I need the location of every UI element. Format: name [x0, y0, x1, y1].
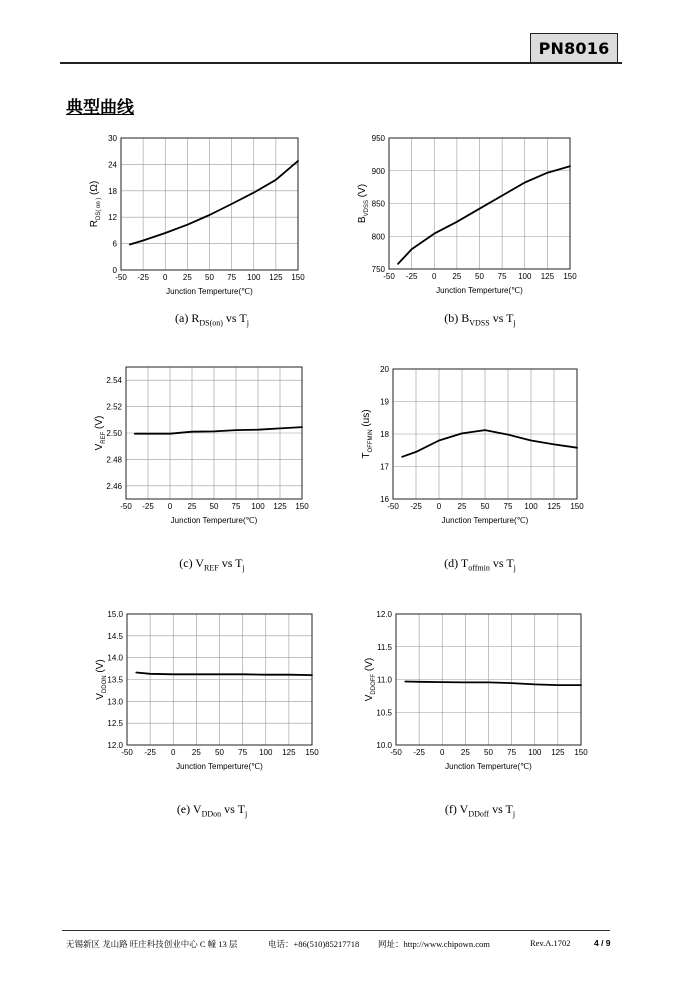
- chart-f-xtick-label: 100: [528, 748, 542, 757]
- chart-c-xlabel: Junction Temperture(℃): [170, 516, 258, 525]
- caption-b-mid: vs T: [489, 311, 514, 325]
- chart-e-xtick-label: 125: [282, 748, 296, 757]
- chart-f-ytick-label: 10.5: [376, 708, 392, 718]
- chart-f-xtick-label: 50: [484, 748, 493, 757]
- caption-f-sub2: j: [512, 809, 516, 819]
- chart-a-ytick-label: 12: [108, 213, 117, 223]
- chart-b-xtick-label: -50: [383, 272, 395, 281]
- chart-a-xtick-label: -50: [115, 273, 127, 282]
- chart-b-xtick-label: 125: [540, 272, 555, 281]
- chart-c-ytick-label: 2.54: [106, 376, 122, 386]
- footer-website: 网址：http://www.chipown.com: [378, 939, 490, 949]
- chart-b-ytick-label: 800: [371, 232, 385, 242]
- chart-c-xtick-label: 25: [187, 502, 197, 511]
- chart-f-xtick-label: -50: [390, 748, 402, 757]
- chart-c-xtick-label: 75: [231, 502, 241, 511]
- chart-b-xlabel: Junction Temperture(℃): [436, 286, 523, 295]
- chart-b-ytick-label: 750: [371, 265, 385, 274]
- chart-b-xtick-label: 25: [452, 272, 462, 281]
- chart-e-xtick-label: 100: [259, 748, 273, 757]
- chart-a-ytick-label: 0: [112, 266, 117, 275]
- chart-e-ytick-label: 12.0: [107, 741, 123, 750]
- chart-a-ytick-label: 24: [108, 160, 117, 170]
- chart-d-xlabel: Junction Temperture(℃): [441, 516, 529, 525]
- chart-e-xtick-label: 25: [191, 748, 201, 757]
- chart-c-ytick-label: 2.48: [106, 455, 122, 465]
- footer-revision: Rev.A.1702: [530, 938, 571, 948]
- chart-d-xtick-label: 150: [570, 502, 584, 511]
- chart-e-ytick-label: 14.5: [107, 631, 123, 641]
- chart-d-xtick-label: 100: [524, 502, 538, 511]
- chart-a-ytick-label: 18: [108, 186, 117, 196]
- caption-d: [370, 556, 590, 572]
- chart-c-ylabel: $V_{REF}$ (V): [94, 415, 107, 451]
- part-number: PN8016: [538, 38, 610, 58]
- chart-a-xtick-label: 0: [163, 273, 168, 282]
- chart-c-ytick-label: 2.46: [106, 481, 122, 491]
- chart-a-xtick-label: 125: [269, 273, 283, 282]
- chart-b-ytick-label: 850: [371, 199, 385, 209]
- chart-f-xlabel: Junction Temperture(℃): [445, 762, 532, 771]
- chart-a-ytick-label: 6: [112, 239, 117, 249]
- chart-b-series-line: [398, 166, 570, 264]
- chart-c-ytick-label: 2.50: [106, 429, 122, 438]
- chart-f-ytick-label: 11.5: [377, 642, 392, 652]
- footer-phone: 电话：+86(510)85217718: [268, 939, 360, 949]
- chart-f-ytick-label: 10.0: [376, 741, 392, 750]
- chart-b-ylabel: $B_{VDSS}$ (V): [357, 183, 370, 224]
- chart-f-xtick-label: 125: [551, 748, 565, 757]
- caption-e-sub2: j: [244, 809, 248, 819]
- chart-c-ytick-label: 2.52: [106, 402, 122, 412]
- caption-b-prefix: (b) B: [444, 311, 470, 325]
- caption-a-mid: vs T: [222, 311, 247, 325]
- chart-d-xtick-label: 25: [457, 502, 467, 511]
- chart-b-xtick-label: 100: [518, 272, 532, 281]
- chart-c-xtick-label: 0: [167, 502, 173, 511]
- chart-a-xtick-label: 25: [182, 273, 192, 282]
- chart-a-series-line: [130, 161, 298, 245]
- caption-b-sub2: j: [513, 318, 516, 328]
- chart-b-xtick-label: 0: [432, 272, 437, 281]
- chart-c-xtick-label: 100: [251, 502, 265, 511]
- chart-b-xtick-label: 150: [563, 272, 577, 281]
- chart-b-xtick-label: 75: [497, 272, 507, 281]
- chart-a-xtick-label: 50: [205, 273, 214, 282]
- caption-a-sub2: j: [246, 318, 249, 328]
- chart-d-ytick-label: 19: [380, 397, 389, 407]
- caption-d-prefix: (d) T: [444, 556, 469, 570]
- footer-divider: [62, 930, 610, 931]
- chart-a-ytick-label: 30: [108, 134, 117, 143]
- caption-c-prefix: (c) V: [179, 556, 205, 570]
- chart-e-xtick-label: 150: [305, 748, 319, 757]
- chart-f-xtick-label: 150: [574, 748, 588, 757]
- chart-e-ytick-label: 13.5: [107, 675, 123, 685]
- caption-e: [102, 802, 322, 818]
- chart-e-ylabel: $V_{DDON}$ (V): [95, 659, 108, 700]
- chart-e-xtick-label: -50: [121, 748, 133, 757]
- chart-f-ylabel: $V_{DDOFF}$ (V): [364, 657, 377, 702]
- caption-d-sub2: j: [513, 563, 516, 573]
- chart-e-ytick-label: 13.0: [107, 697, 123, 707]
- chart-f-xtick-label: 75: [507, 748, 517, 757]
- caption-e-sub: DDon: [201, 809, 222, 819]
- chart-d-xtick-label: -50: [387, 502, 399, 511]
- chart-c-xtick-label: 150: [295, 502, 309, 511]
- caption-f-mid: vs T: [489, 802, 513, 816]
- caption-e-prefix: (e) V: [176, 802, 202, 816]
- caption-d-sub: offmin: [468, 563, 490, 573]
- caption-a: [102, 311, 322, 327]
- caption-f: [370, 802, 590, 818]
- chart-c-xtick-label: 125: [273, 502, 287, 511]
- caption-c-sub: REF: [204, 563, 219, 573]
- caption-f-prefix: (f) V: [444, 802, 469, 816]
- caption-c: [102, 556, 322, 572]
- chart-c-xtick-label: -25: [142, 502, 154, 511]
- caption-a-sub: DS(on): [199, 318, 223, 328]
- chart-d-ytick-label: 18: [380, 430, 389, 439]
- chart-d-ytick-label: 17: [380, 462, 389, 472]
- chart-e-xtick-label: 50: [215, 748, 224, 757]
- chart-d-xtick-label: 125: [547, 502, 561, 511]
- chart-e-ytick-label: 12.5: [107, 719, 123, 729]
- chart-c-xtick-label: 50: [209, 502, 219, 511]
- caption-f-sub: DDoff: [468, 809, 490, 819]
- chart-e-xlabel: Junction Temperture(℃): [176, 762, 263, 771]
- caption-b: [370, 311, 590, 327]
- chart-e-ytick-label: 14.0: [107, 653, 123, 663]
- chart-d-ytick-label: 16: [380, 495, 389, 504]
- chart-d-xtick-label: 50: [480, 502, 490, 511]
- chart-e-xtick-label: 75: [238, 748, 248, 757]
- chart-b-xtick-label: -25: [405, 272, 418, 281]
- chart-f-xtick-label: 25: [460, 748, 470, 757]
- chart-f-ytick-label: 12.0: [376, 610, 392, 619]
- chart-e-ytick-label: 15.0: [107, 610, 123, 619]
- chart-f-xtick-label: 0: [440, 748, 445, 757]
- chart-d-ytick-label: 20: [380, 365, 389, 374]
- section-title: 典型曲线: [66, 98, 134, 118]
- chart-d-xtick-label: 0: [436, 502, 442, 511]
- chart-c-xtick-label: -50: [120, 502, 132, 511]
- chart-d-ylabel: $T_{OFFMIN}$ (us): [361, 409, 374, 459]
- chart-a-xtick-label: 150: [291, 273, 305, 282]
- chart-f-ytick-label: 11.0: [377, 675, 392, 685]
- caption-e-mid: vs T: [221, 802, 245, 816]
- chart-b-xtick-label: 50: [475, 272, 484, 281]
- page-number: 4 / 9: [594, 938, 611, 948]
- chart-e-xtick-label: 0: [171, 748, 176, 757]
- chart-a-xlabel: Junction Temperture(℃): [166, 287, 253, 296]
- chart-a-xtick-label: -25: [137, 273, 149, 282]
- chart-f-series-line: [405, 682, 581, 686]
- chart-e-xtick-label: -25: [144, 748, 156, 757]
- footer-address: 无锡新区 龙山路 旺庄科技创业中心 C 幢 13 层: [66, 939, 238, 949]
- chart-d-xtick-label: -25: [410, 502, 422, 511]
- caption-a-prefix: (a) R: [175, 311, 200, 325]
- footer-page-number: [594, 938, 611, 948]
- chart-b-ytick-label: 900: [371, 166, 385, 176]
- chart-a-ylabel: $R_{DS( on )}$ (Ω): [89, 180, 102, 228]
- caption-d-mid: vs T: [489, 556, 514, 570]
- caption-c-mid: vs T: [218, 556, 243, 570]
- caption-c-sub2: j: [242, 563, 245, 573]
- chart-a-xtick-label: 100: [247, 273, 261, 282]
- chart-a-xtick-label: 75: [227, 273, 237, 282]
- chart-b-ytick-label: 950: [371, 134, 385, 143]
- chart-f-xtick-label: -25: [413, 748, 425, 757]
- chart-e-series-line: [136, 673, 312, 676]
- caption-b-sub: VDSS: [469, 318, 490, 328]
- chart-d-xtick-label: 75: [503, 502, 513, 511]
